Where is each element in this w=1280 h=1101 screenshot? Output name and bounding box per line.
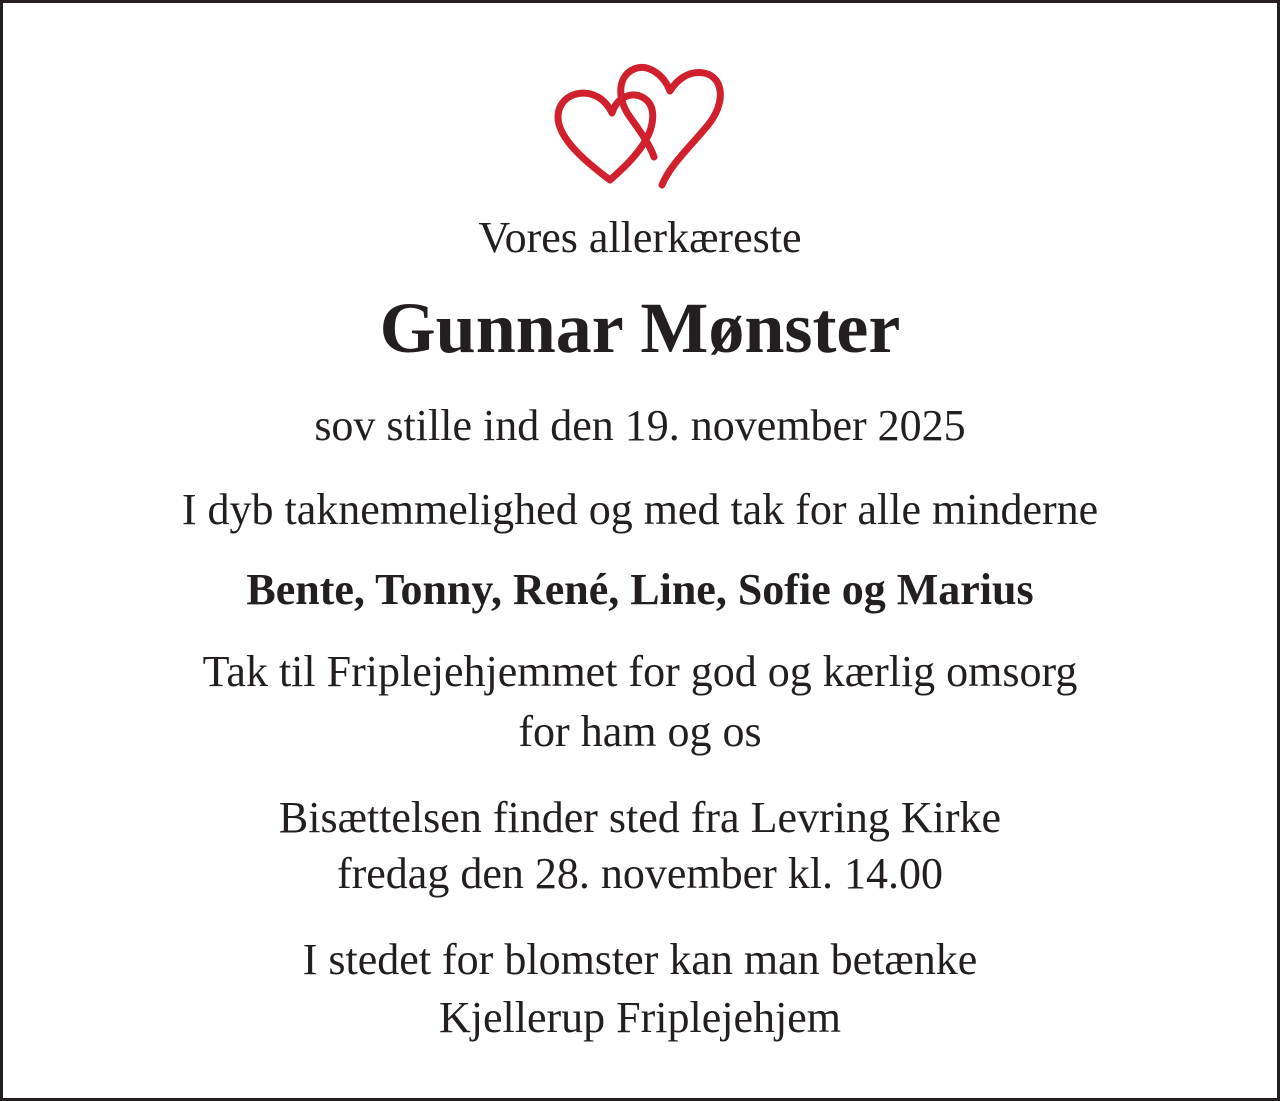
donation-line-2: Kjellerup Friplejehjem (439, 993, 841, 1042)
funeral-info-line-2: fredag den 28. november kl. 14.00 (336, 849, 944, 898)
interlocking-hearts-icon (550, 55, 730, 190)
deceased-name: Gunnar Mønster (379, 288, 901, 368)
care-thanks-line-2: for ham og os (518, 707, 762, 756)
passing-date: sov stille ind den 19. november 2025 (314, 401, 966, 450)
intro-text: Vores allerkæreste (478, 213, 802, 262)
family-names: Bente, Tonny, René, Line, Sofie og Marius (246, 565, 1034, 614)
donation-line-1: I stedet for blomster kan man betænke (302, 935, 978, 984)
funeral-info-line-1: Bisættelsen finder sted fra Levring Kirke (278, 793, 1002, 842)
care-thanks-line-1: Tak til Friplejehjemmet for god og kærlig omsorg (202, 647, 1078, 696)
gratitude-text: I dyb taknemmelighed og med tak for alle minderne (181, 485, 1099, 534)
